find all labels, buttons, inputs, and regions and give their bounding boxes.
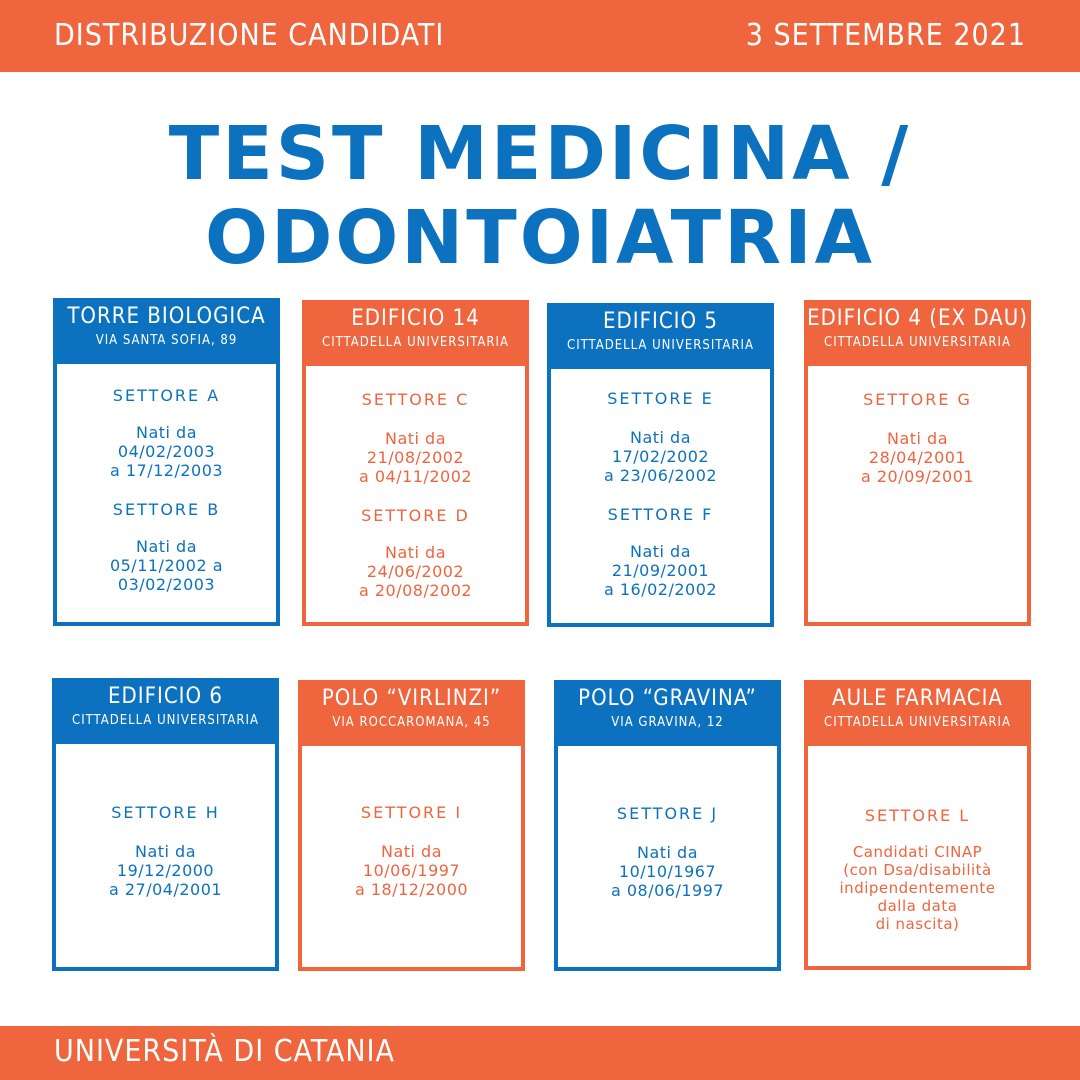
card-header (53, 298, 280, 364)
sector-dates: Nati da 05/11/2002 a 03/02/2003 (109, 537, 224, 594)
building-name: EDIFICIO 6 (108, 684, 223, 709)
sector-label: SETTORE G (863, 390, 972, 409)
sector-dates: Nati da 21/08/2002 a 04/11/2002 (358, 429, 473, 486)
sector-dates: Nati da 10/06/1997 a 18/12/2000 (354, 842, 469, 899)
top-banner (0, 0, 1080, 72)
sector-dates: Nati da 10/10/1967 a 08/06/1997 (610, 843, 725, 900)
footer-banner (0, 1026, 1080, 1080)
title-line-2: ODONTOIATRIA (205, 195, 875, 281)
building-address: CITTADELLA UNIVERSITARIA (824, 715, 1011, 730)
card-body (302, 746, 521, 899)
building-name: EDIFICIO 4 (EX DAU) (807, 306, 1028, 331)
card-torre-biologica (53, 298, 280, 626)
sector-label: SETTORE F (607, 505, 714, 524)
sector-label: SETTORE I (360, 803, 463, 822)
sector-label: SETTORE B (112, 500, 221, 519)
building-name: EDIFICIO 5 (603, 309, 718, 334)
card-polo-gravina (554, 680, 781, 971)
sector-label: SETTORE E (607, 389, 714, 408)
card-edificio-4 (804, 300, 1031, 626)
card-aule-farmacia (804, 680, 1031, 970)
card-header (298, 680, 525, 746)
card-body (551, 369, 770, 599)
sector-dates: Nati da 21/09/2001 a 16/02/2002 (603, 542, 718, 599)
sector-label: SETTORE A (112, 386, 221, 405)
building-address: CITTADELLA UNIVERSITARIA (567, 338, 754, 353)
building-address: VIA ROCCAROMANA, 45 (332, 715, 491, 730)
card-body (808, 366, 1027, 486)
card-polo-virlinzi (298, 680, 525, 971)
building-name: POLO “GRAVINA” (578, 686, 757, 711)
card-body (306, 366, 525, 600)
building-name: AULE FARMACIA (832, 686, 1003, 711)
card-header (302, 300, 529, 366)
sector-dates: Nati da 17/02/2002 a 23/06/2002 (603, 428, 718, 485)
building-address: CITTADELLA UNIVERSITARIA (824, 335, 1011, 350)
sector-dates: Nati da 04/02/2003 a 17/12/2003 (109, 423, 224, 480)
header-date: 3 SETTEMBRE 2021 (745, 18, 1026, 53)
sector-dates: Nati da 24/06/2002 a 20/08/2002 (358, 543, 473, 600)
title-line-1: TEST MEDICINA / (168, 111, 912, 197)
building-address: CITTADELLA UNIVERSITARIA (322, 335, 509, 350)
building-address: CITTADELLA UNIVERSITARIA (72, 713, 259, 728)
card-header (547, 303, 774, 369)
sector-label: SETTORE H (111, 803, 220, 822)
building-name: EDIFICIO 14 (351, 306, 480, 331)
building-address: VIA GRAVINA, 12 (611, 715, 724, 730)
card-edificio-14 (302, 300, 529, 626)
sector-label: SETTORE D (361, 506, 470, 525)
footer-university: UNIVERSITÀ DI CATANIA (54, 1034, 395, 1069)
sector-dates: Nati da 19/12/2000 a 27/04/2001 (108, 842, 223, 899)
sector-label: SETTORE J (616, 804, 719, 823)
card-header (52, 678, 279, 744)
card-body (808, 746, 1027, 933)
header-left-text: DISTRIBUZIONE CANDIDATI (54, 18, 445, 53)
sector-dates: Candidati CINAP (con Dsa/disabilità indipendentemente dalla data di nascita) (839, 843, 996, 933)
card-body (56, 744, 275, 899)
sector-dates: Nati da 28/04/2001 a 20/09/2001 (860, 429, 975, 486)
sector-label: SETTORE C (361, 390, 470, 409)
card-body (558, 746, 777, 900)
card-header (804, 300, 1031, 366)
building-name: POLO “VIRLINZI” (321, 686, 502, 711)
sector-label: SETTORE L (864, 806, 971, 825)
building-address: VIA SANTA SOFIA, 89 (95, 333, 238, 348)
card-header (554, 680, 781, 746)
building-name: TORRE BIOLOGICA (67, 304, 266, 329)
page-title (0, 112, 1080, 280)
card-edificio-5 (547, 303, 774, 627)
card-body (57, 364, 276, 594)
card-edificio-6 (52, 678, 279, 971)
card-header (804, 680, 1031, 746)
